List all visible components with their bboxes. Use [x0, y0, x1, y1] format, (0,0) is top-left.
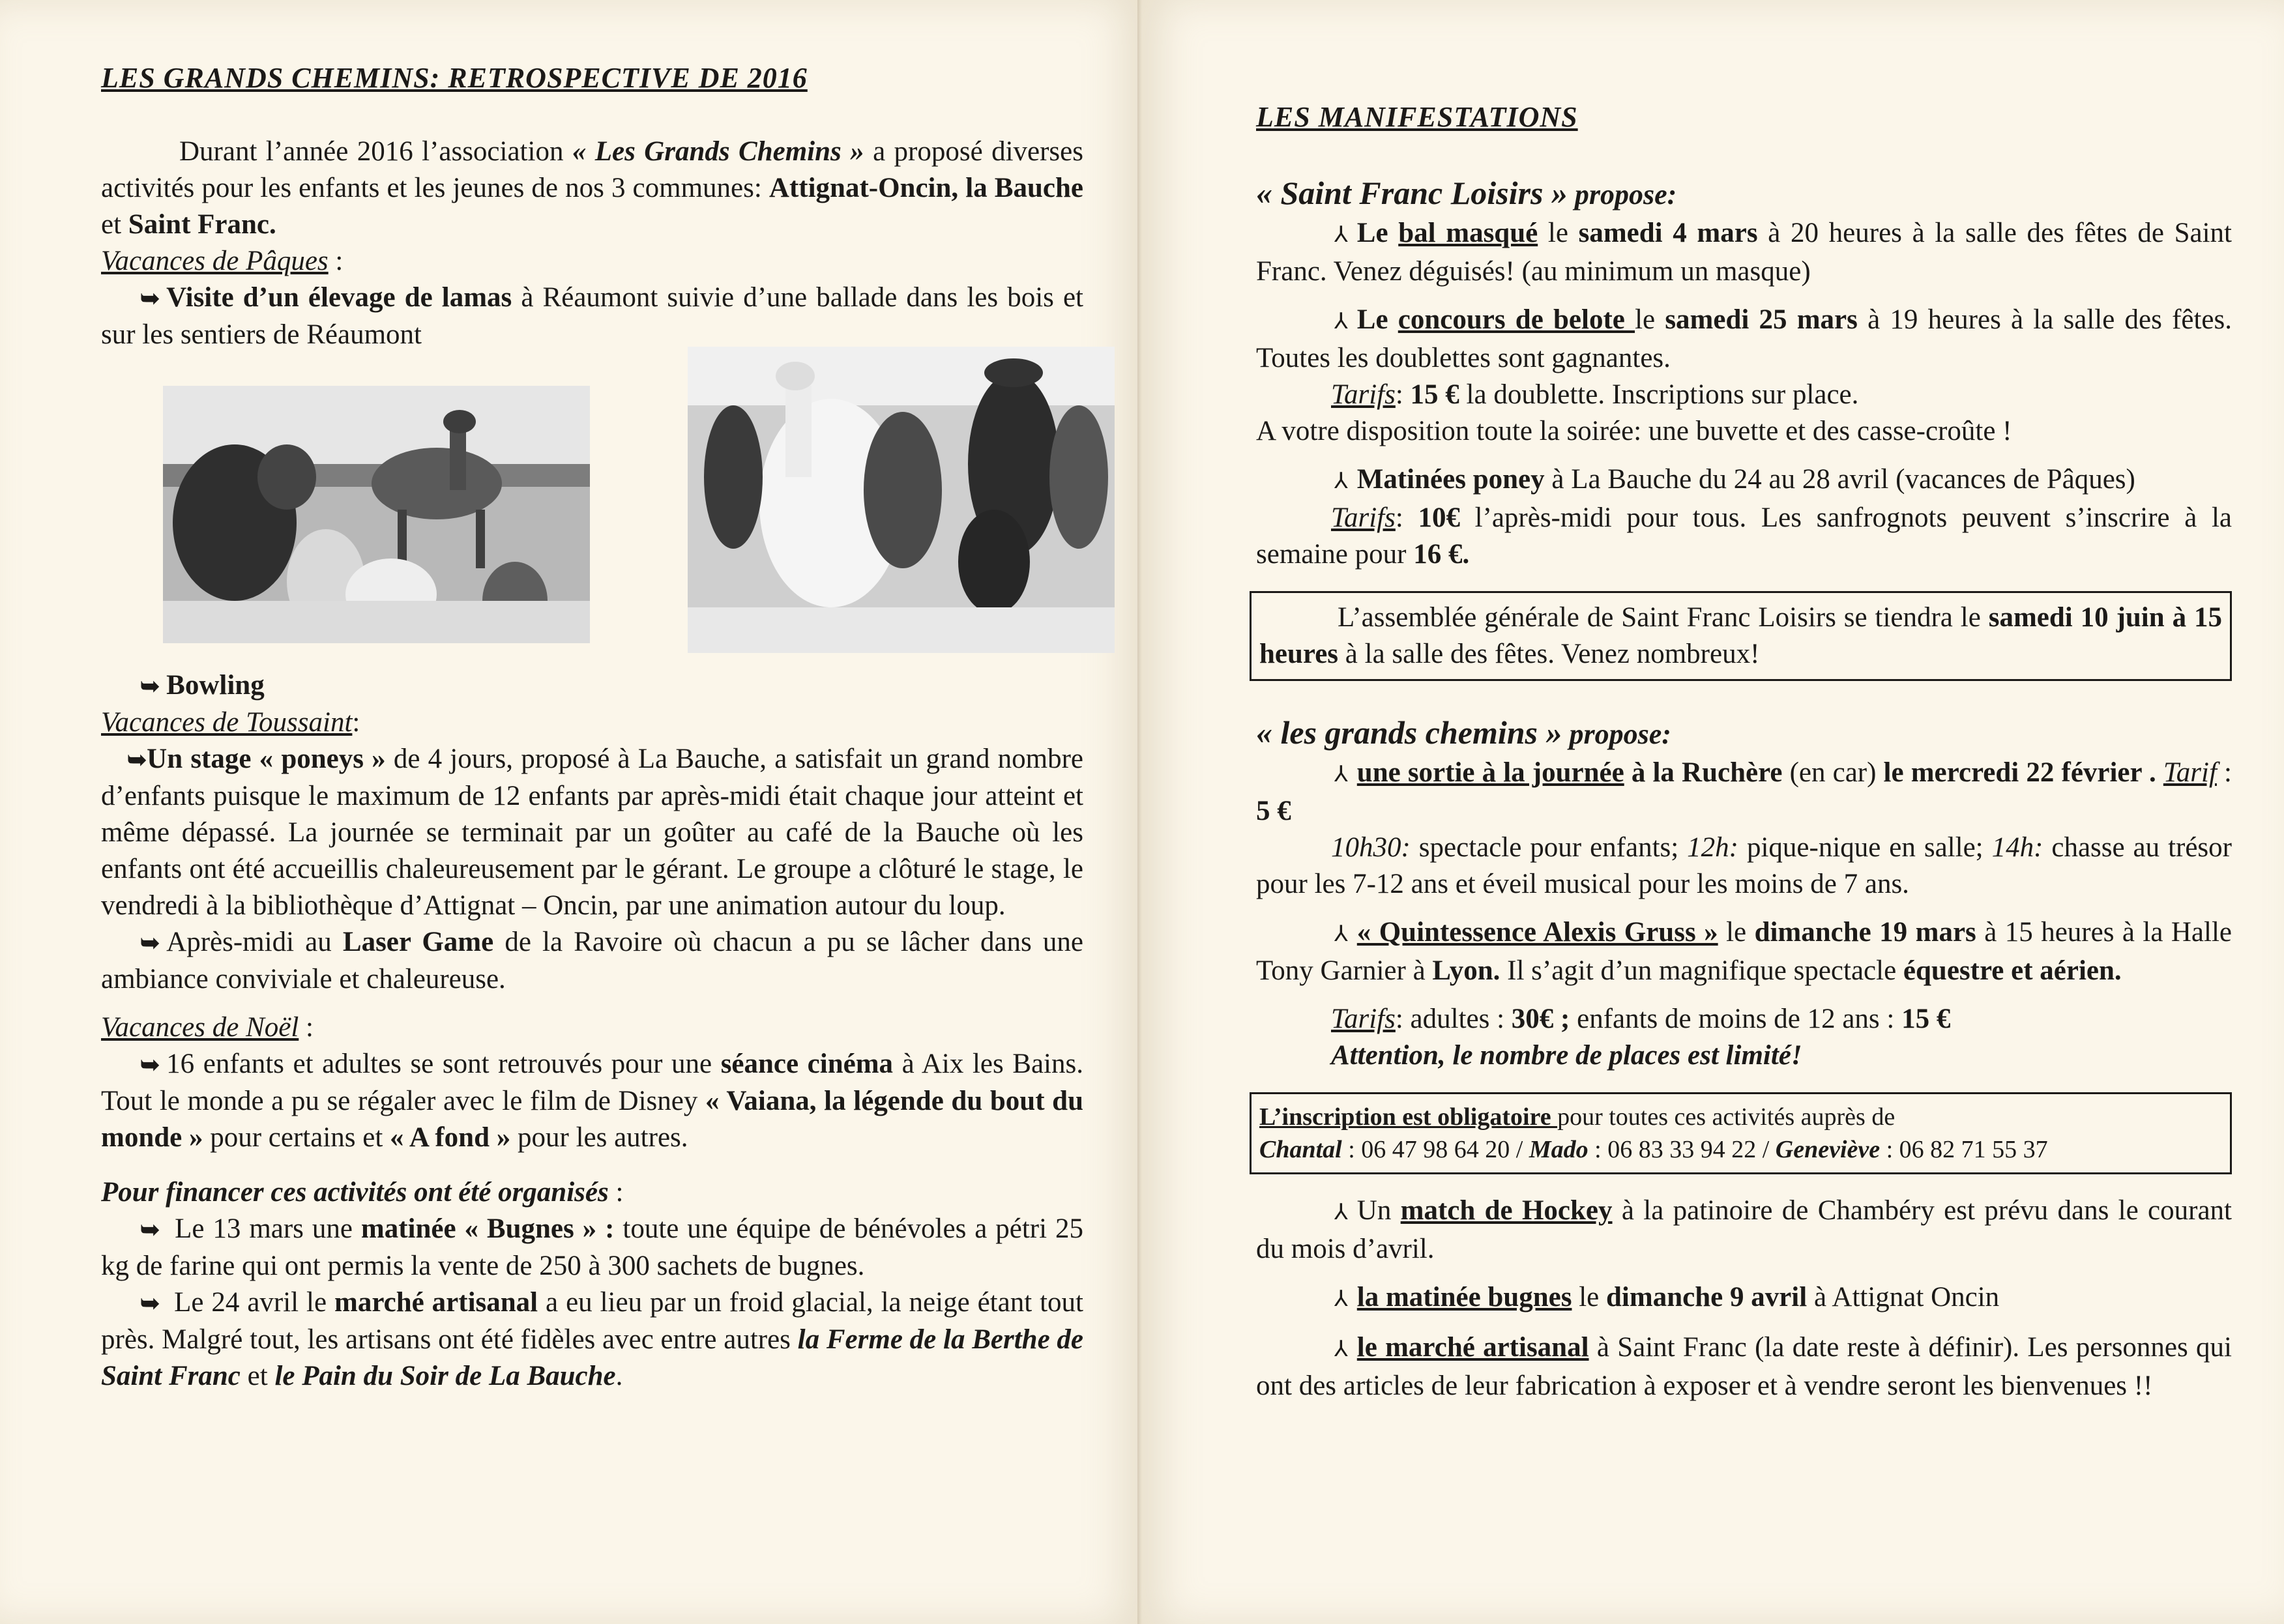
inscription-box: [1250, 1092, 2232, 1174]
sfl-belote: ⅄ Le concours de belote le samedi 25 mars à 19 heures à la salle des fêtes. Toutes les doublettes sont gagnantes.: [1256, 304, 2232, 373]
arrow-icon: ➥: [140, 1290, 160, 1316]
triangle-bullet-icon: ⅄: [1334, 1287, 1348, 1311]
toussaint-laser: ➥ Après-midi au Laser Game de la Ravoire où chacun a pu se lâcher dans une ambiance conviviale et chaleureuse.: [101, 924, 1083, 998]
lgc-gruss: ⅄ « Quintessence Alexis Gruss » le dimanche 19 mars à 15 heures à la Halle Tony Garnier à Lyon. Il s’agit d’un magnifique spectacle équestre et aérien.: [1256, 917, 2232, 986]
sfl-bal: ⅄ Le bal masqué le samedi 4 mars à 20 heures à la salle des fêtes de Saint Franc. Venez déguisés! (au minimum un masque): [1256, 218, 2232, 287]
triangle-bullet-icon: ⅄: [1334, 1337, 1348, 1361]
paques-heading: Vacances de Pâques :: [101, 246, 344, 276]
bowling-item: ➥ Bowling: [101, 667, 1083, 704]
photo-llama-visit: [163, 386, 590, 643]
lgc-gruss-tarifs: Tarifs: adultes : 30€ ; enfants de moins de 12 ans : 15 €: [1331, 1004, 1951, 1034]
arrow-icon: ➥: [140, 285, 160, 312]
sfl-poney-tarifs: Tarifs: 10€ l’après-midi pour tous. Les sanfrognots peuvent s’inscrire à la semaine pour 16 €.: [1256, 502, 2232, 570]
right-page: [1142, 0, 2284, 1624]
assemblee-generale-box: [1250, 591, 2232, 681]
arrow-icon: ➥: [140, 1052, 160, 1078]
inscription-line1: L’inscription est obligatoire pour toutes ces activités auprès de: [1259, 1103, 1896, 1131]
triangle-bullet-icon: ⅄: [1334, 310, 1348, 334]
assemblee-generale-text: L’assemblée générale de Saint Franc Loisirs se tiendra le samedi 10 juin à 15 heures à la salle des fêtes. Venez nombreux!: [1259, 602, 2222, 669]
lgc-marche: ⅄ le marché artisanal à Saint Franc (la date reste à définir). Les personnes qui ont des articles de leur fabrication à exposer et à vendre seront les bienvenues !!: [1256, 1332, 2232, 1401]
triangle-bullet-icon: ⅄: [1334, 1200, 1348, 1225]
toussaint-heading: Vacances de Toussaint:: [101, 707, 360, 738]
sfl-heading: « Saint Franc Loisirs » propose:: [1256, 175, 1677, 211]
page-title-retrospective: LES GRANDS CHEMINS: RETROSPECTIVE DE 2016: [101, 62, 808, 94]
triangle-bullet-icon: ⅄: [1334, 762, 1348, 787]
sfl-poney: ⅄ Matinées poney à La Bauche du 24 au 28 avril (vacances de Pâques): [1256, 461, 2232, 500]
lgc-programme: 10h30: spectacle pour enfants; 12h: pique-nique en salle; 14h: chasse au trésor pour les 7-12 ans et éveil musical pour les moins de 7 ans.: [1256, 832, 2232, 899]
page-title-manifestations: LES MANIFESTATIONS: [1256, 101, 1578, 133]
lgc-sortie: ⅄ une sortie à la journée à la Ruchère (en car) le mercredi 22 février . Tarif : 5 €: [1256, 757, 2233, 826]
noel-heading: Vacances de Noël :: [101, 1012, 314, 1043]
financer-bugnes: ➥ Le 13 mars une matinée « Bugnes » : toute une équipe de bénévoles a pétri 25 kg de farine qui ont permis la vente de 250 à 300 sachets de bugnes.: [101, 1211, 1083, 1284]
sfl-belote-dispo: A votre disposition toute la soirée: une buvette et des casse-croûte !: [1256, 416, 2012, 446]
arrow-icon: ➥: [127, 747, 147, 773]
photo-row: [163, 373, 1115, 653]
lgc-attention: Attention, le nombre de places est limité!: [1331, 1040, 1802, 1071]
lgc-bugnes: ⅄ la matinée bugnes le dimanche 9 avril à Attignat Oncin: [1256, 1279, 2232, 1318]
triangle-bullet-icon: ⅄: [1334, 223, 1348, 247]
lgc-heading: « les grands chemins » propose:: [1256, 714, 1671, 751]
arrow-icon: ➥: [140, 673, 160, 699]
toussaint-stage: ➥Un stage « poneys » de 4 jours, proposé à La Bauche, a satisfait un grand nombre d’enfants puisque le maximum de 12 enfants par après-midi était chaque jour atteint et même dépassé. La journée se terminait par un goûter au café de la Bauche où les enfants ont été accueillis chaleureusement par le gérant. Le groupe a clôturé le stage, le vendredi à la bibliothèque d’Attignat – Oncin, par une animation autour du loup.: [101, 741, 1083, 924]
sfl-belote-tarifs: Tarifs: 15 € la doublette. Inscriptions sur place.: [1331, 379, 1859, 410]
paques-item: ➥ Visite d’un élevage de lamas à Réaumont suivie d’une ballade dans les bois et sur les sentiers de Réaumont: [101, 280, 1083, 353]
photo-llama-children: [688, 347, 1115, 653]
financer-heading: Pour financer ces activités ont été organisés :: [101, 1177, 624, 1208]
inscription-contacts: Chantal : 06 47 98 64 20 / Mado : 06 83 33 94 22 / Geneviève : 06 82 71 55 37: [1259, 1136, 2048, 1163]
triangle-bullet-icon: ⅄: [1334, 922, 1348, 946]
triangle-bullet-icon: ⅄: [1334, 469, 1348, 493]
arrow-icon: ➥: [140, 1217, 160, 1243]
arrow-icon: ➥: [140, 930, 160, 956]
financer-marche: ➥ Le 24 avril le marché artisanal a eu lieu par un froid glacial, la neige étant tout près. Malgré tout, les artisans ont été fidèles avec entre autres la Ferme de la Berthe de Saint Franc et le Pain du Soir de La Bauche.: [101, 1284, 1083, 1395]
noel-item: ➥ 16 enfants et adultes se sont retrouvés pour une séance cinéma à Aix les Bains. Tout le monde a pu se régaler avec le film de Disney « Vaiana, la légende du bout du monde » pour certains et « A fond » pour les autres.: [101, 1046, 1083, 1156]
intro-paragraph: Durant l’année 2016 l’association « Les Grands Chemins » a proposé diverses activités pour les enfants et les jeunes de nos 3 communes: Attignat-Oncin, la Bauche et Saint Franc.: [101, 136, 1083, 240]
lgc-hockey: ⅄ Un match de Hockey à la patinoire de Chambéry est prévu dans le courant du mois d’avril.: [1256, 1195, 2232, 1264]
